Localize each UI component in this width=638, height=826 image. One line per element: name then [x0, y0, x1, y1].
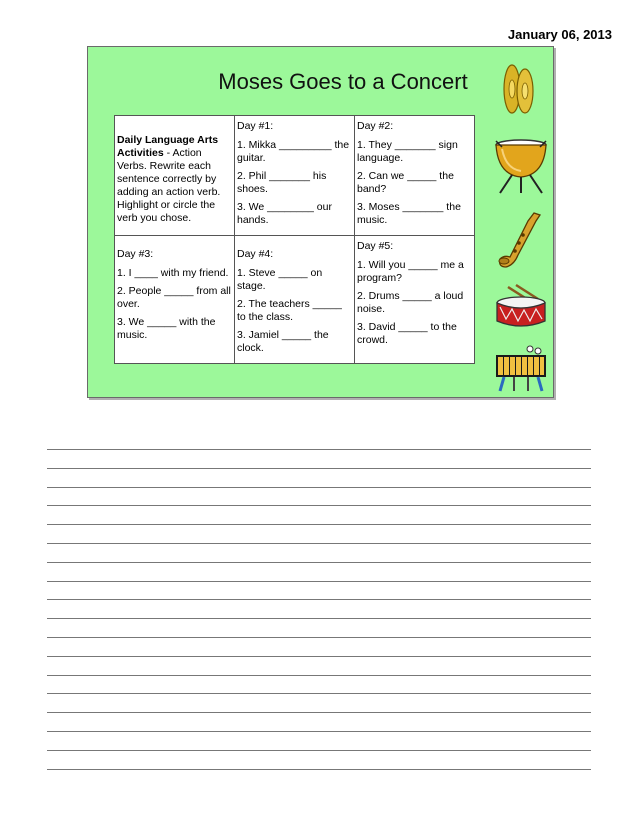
writing-line	[47, 581, 591, 582]
day-1-cell	[235, 116, 355, 236]
day-1-item-1: 1. Mikka _________ the guitar.	[237, 139, 350, 164]
writing-line	[47, 562, 591, 563]
day-3-item-2: 2. People _____ from all over.	[117, 285, 231, 310]
day-2-item-2: 2. Can we _____ the band?	[357, 170, 454, 195]
writing-line	[47, 543, 591, 544]
cymbals-icon	[498, 61, 538, 116]
day-2-item-3: 3. Moses _______ the music.	[357, 201, 461, 226]
day-1-item-2: 2. Phil _______ his shoes.	[237, 170, 327, 195]
writing-line	[47, 693, 591, 694]
day-2-cell	[355, 116, 475, 236]
saxophone-icon	[496, 211, 548, 273]
day-4-label: Day #4:	[237, 248, 274, 260]
intro-text: Daily Language Arts Activities - Action Verbs. Rewrite each sentence correctly by adding an action verb. Highlight or circle the verb you chose.	[117, 134, 221, 224]
writing-line	[47, 618, 591, 619]
writing-line	[47, 599, 591, 600]
intro-cell	[115, 116, 235, 236]
writing-line	[47, 487, 591, 488]
slide-title: Moses Goes to a Concert	[218, 69, 468, 94]
writing-line	[47, 750, 591, 751]
day-4-item-2: 2. The teachers _____ to the class.	[237, 298, 342, 323]
day-3-item-3: 3. We _____ with the music.	[117, 316, 216, 341]
writing-line	[47, 524, 591, 525]
day-1-item-3: 3. We ________ our hands.	[237, 201, 332, 226]
snare-drum-icon	[494, 283, 548, 333]
day-3-label: Day #3:	[117, 248, 154, 260]
writing-line	[47, 769, 591, 770]
writing-line	[47, 712, 591, 713]
day-5-item-2: 2. Drums _____ a loud noise.	[357, 290, 464, 315]
day-3-cell	[115, 236, 235, 364]
day-4-item-3: 3. Jamiel _____ the clock.	[237, 329, 329, 354]
day-3-item-1: 1. I ____ with my friend.	[117, 267, 229, 279]
activities-table	[114, 115, 475, 364]
day-2-item-1: 1. They _______ sign language.	[357, 139, 458, 164]
writing-line	[47, 637, 591, 638]
day-5-item-3: 3. David _____ to the crowd.	[357, 321, 457, 346]
writing-line	[47, 468, 591, 469]
day-1-label: Day #1:	[237, 120, 274, 132]
day-5-label: Day #5:	[357, 240, 394, 252]
day-4-cell	[235, 236, 355, 364]
lesson-slide	[87, 46, 554, 398]
writing-line	[47, 731, 591, 732]
writing-line	[47, 656, 591, 657]
day-5-item-1: 1. Will you _____ me a program?	[357, 259, 464, 284]
writing-line	[47, 505, 591, 506]
writing-line	[47, 449, 591, 450]
writing-line	[47, 675, 591, 676]
page-date: January 06, 2013	[507, 27, 612, 42]
day-5-cell	[355, 236, 475, 364]
day-4-item-1: 1. Steve _____ on stage.	[237, 267, 323, 292]
timpani-icon	[492, 133, 550, 195]
day-2-label: Day #2:	[357, 120, 394, 132]
xylophone-icon	[494, 345, 548, 395]
